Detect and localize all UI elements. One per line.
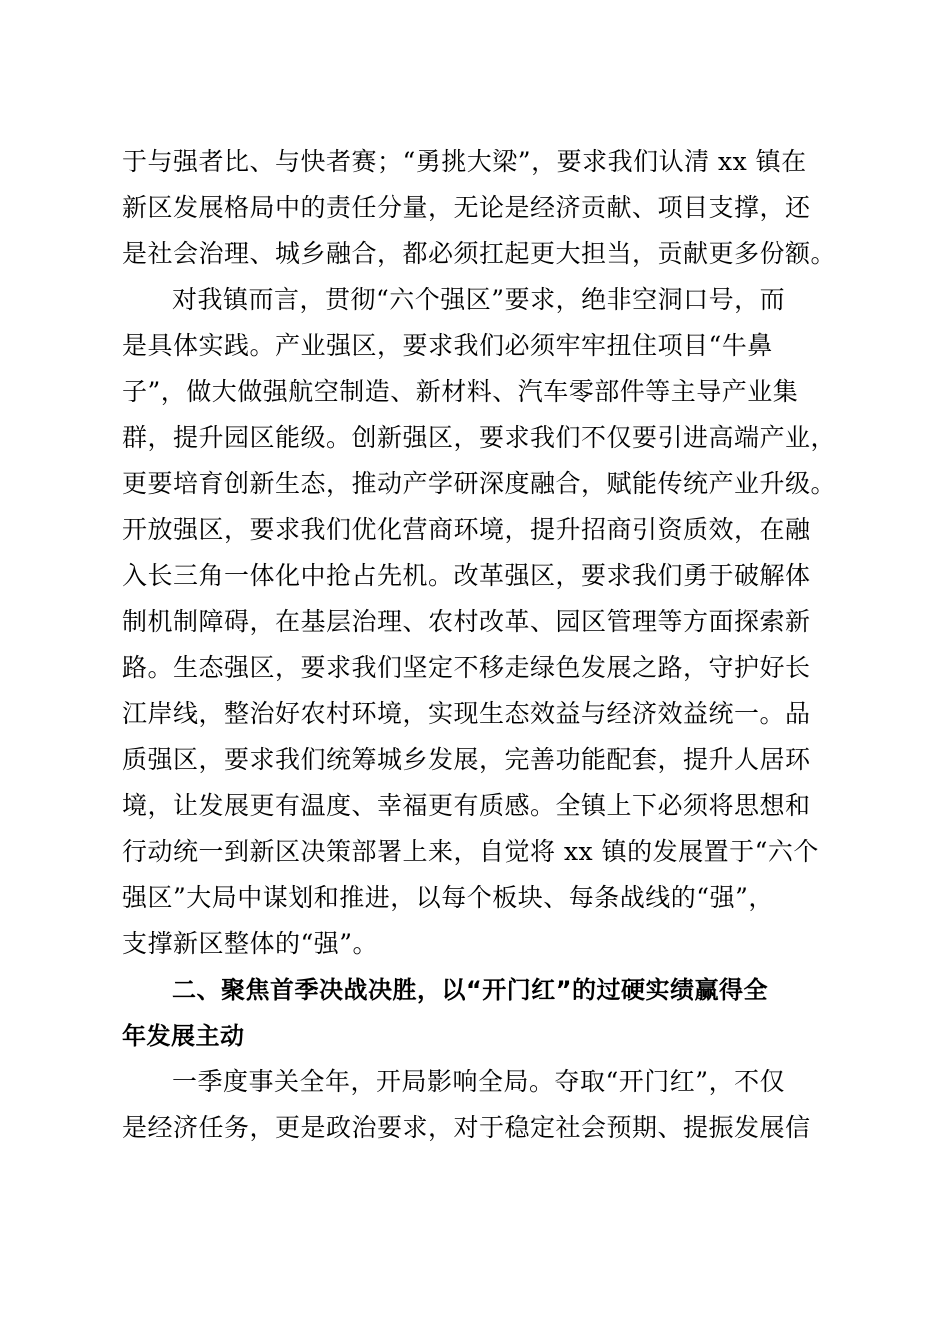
body-text-line: 路。生态强区，要求我们坚定不移走绿色发展之路，守护好长	[122, 653, 811, 682]
body-text-line: 强区”大局中谋划和推进，以每个板块、每条战线的“强”，	[122, 883, 774, 912]
body-text-line: 是经济任务，更是政治要求，对于稳定社会预期、提振发展信	[122, 1113, 811, 1142]
body-text-line: 群，提升园区能级。创新强区，要求我们不仅要引进高端产业，	[122, 423, 837, 452]
section-heading-line: 二、聚焦首季决战决胜，以“开门红”的过硬实绩赢得全	[172, 976, 769, 1004]
body-text-line: 开放强区，要求我们优化营商环境，提升招商引资质效，在融	[122, 515, 811, 544]
body-text-line: 一季度事关全年，开局影响全局。夺取“开门红”，不仅	[172, 1067, 786, 1096]
body-text-line: 是社会治理、城乡融合，都必须扛起更大担当，贡献更多份额。	[122, 239, 837, 268]
body-text-line: 行动统一到新区决策部署上来，自觉将 xx 镇的发展置于“六个	[122, 837, 819, 866]
body-text-line: 是具体实践。产业强区，要求我们必须牢牢扭住项目“牛鼻	[122, 331, 773, 360]
body-text-line: 更要培育创新生态，推动产学研深度融合，赋能传统产业升级。	[122, 469, 837, 498]
body-text-line: 对我镇而言，贯彻“六个强区”要求，绝非空洞口号，而	[172, 285, 786, 314]
body-text-line: 制机制障碍，在基层治理、农村改革、园区管理等方面探索新	[122, 607, 811, 636]
body-text-line: 质强区，要求我们统筹城乡发展，完善功能配套，提升人居环	[122, 745, 811, 774]
body-text-line: 于与强者比、与快者赛；“勇挑大梁”，要求我们认清 xx 镇在	[122, 147, 807, 176]
body-text-line: 支撑新区整体的“强”。	[122, 929, 379, 958]
body-text-line: 入长三角一体化中抢占先机。改革强区，要求我们勇于破解体	[122, 561, 811, 590]
body-text-line: 新区发展格局中的责任分量，无论是经济贡献、项目支撑，还	[122, 193, 811, 222]
body-text-line: 子”，做大做强航空制造、新材料、汽车零部件等主导产业集	[122, 377, 799, 406]
section-heading-line: 年发展主动	[122, 1022, 245, 1050]
body-text-line: 境，让发展更有温度、幸福更有质感。全镇上下必须将思想和	[122, 791, 811, 820]
body-text-line: 江岸线，整治好农村环境，实现生态效益与经济效益统一。品	[122, 699, 811, 728]
